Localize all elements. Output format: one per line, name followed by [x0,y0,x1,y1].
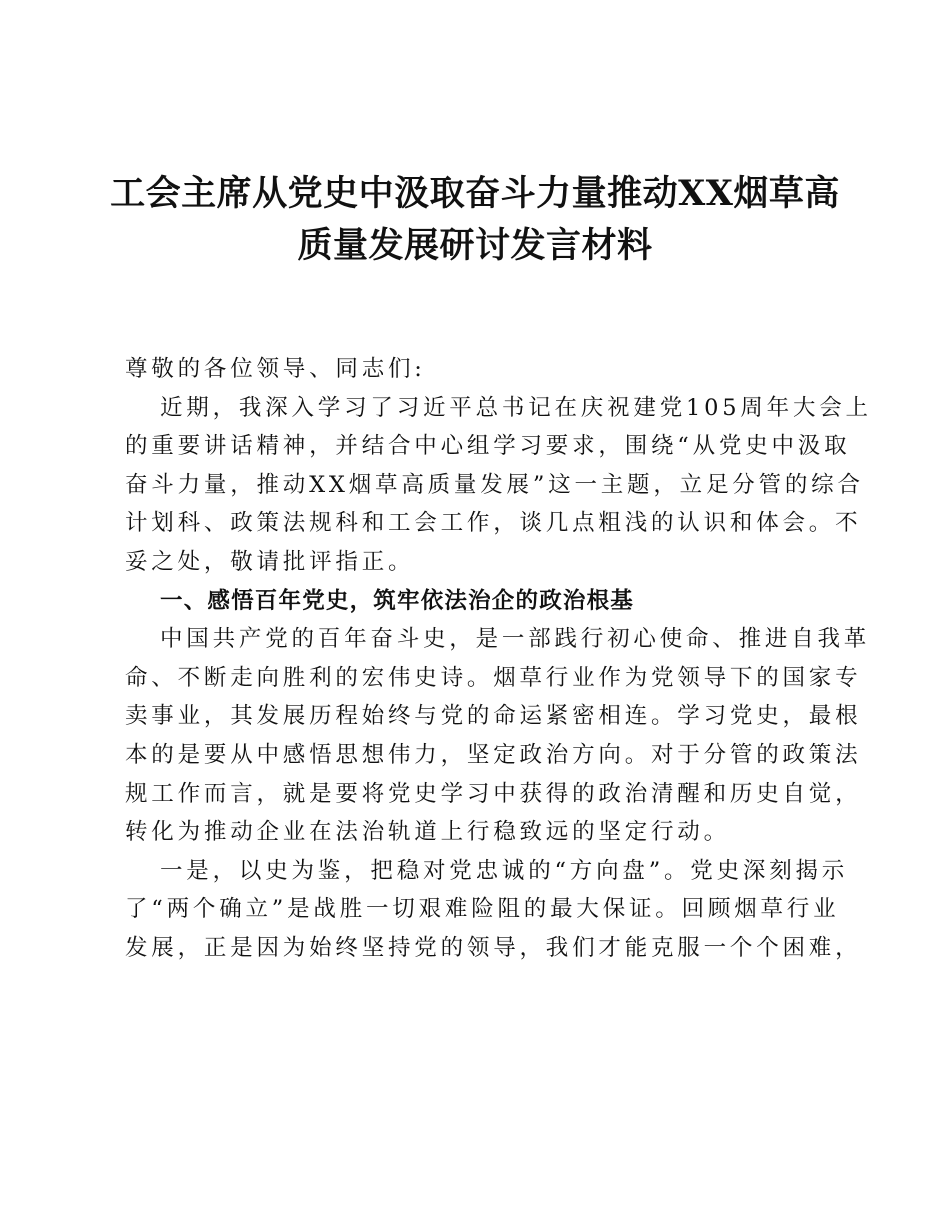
salutation: 尊敬的各位领导、同志们: [125,356,426,382]
paragraph-line: 卖事业，其发展历程始终与党的命运紧密相连。学习党史，最根 [125,703,862,730]
paragraph-line: 近期，我深入学习了习近平总书记在庆祝建党105周年大会上 [160,394,872,421]
paragraph-line: 本的是要从中感悟思想伟力，坚定政治方向。对于分管的政策法 [125,741,862,768]
title-line: 质量发展研讨发言材料 [297,225,653,266]
paragraph-line: 中国共产党的百年奋斗史，是一部践行初心使命、推进自我革 [160,626,871,653]
section-heading: 一、感悟百年党史，筑牢依法治企的政治根基 [160,587,635,614]
paragraph-line: 计划科、政策法规科和工会工作，谈几点粗浅的认识和体会。不 [125,510,862,537]
paragraph-line: 奋斗力量，推动XX烟草高质量发展”这一主题，立足分管的综合 [125,471,864,498]
paragraph-line: 一是，以史为鉴，把稳对党忠诚的“方向盘”。党史深刻揭示 [160,857,849,884]
paragraph-line: 发展，正是因为始终坚持党的领导，我们才能克服一个个困难， [125,934,862,961]
paragraph-line: 命、不断走向胜利的宏伟史诗。烟草行业作为党领导下的国家专 [125,664,862,691]
document-title [100,168,850,272]
paragraph-line: 妥之处，敬请批评指正。 [125,548,415,575]
document-body [125,350,872,968]
paragraph-line: 的重要讲话精神，并结合中心组学习要求，围绕“从党史中汲取 [125,433,851,460]
paragraph-line: 转化为推动企业在法治轨道上行稳致远的坚定行动。 [125,819,730,846]
paragraph-line: 了“两个确立”是战胜一切艰难险阻的最大保证。回顾烟草行业 [125,896,840,923]
title-line: 工会主席从党史中汲取奋斗力量推动XX烟草高 [110,173,840,214]
paragraph-line: 规工作而言，就是要将党史学习中获得的政治清醒和历史自觉， [125,780,862,807]
